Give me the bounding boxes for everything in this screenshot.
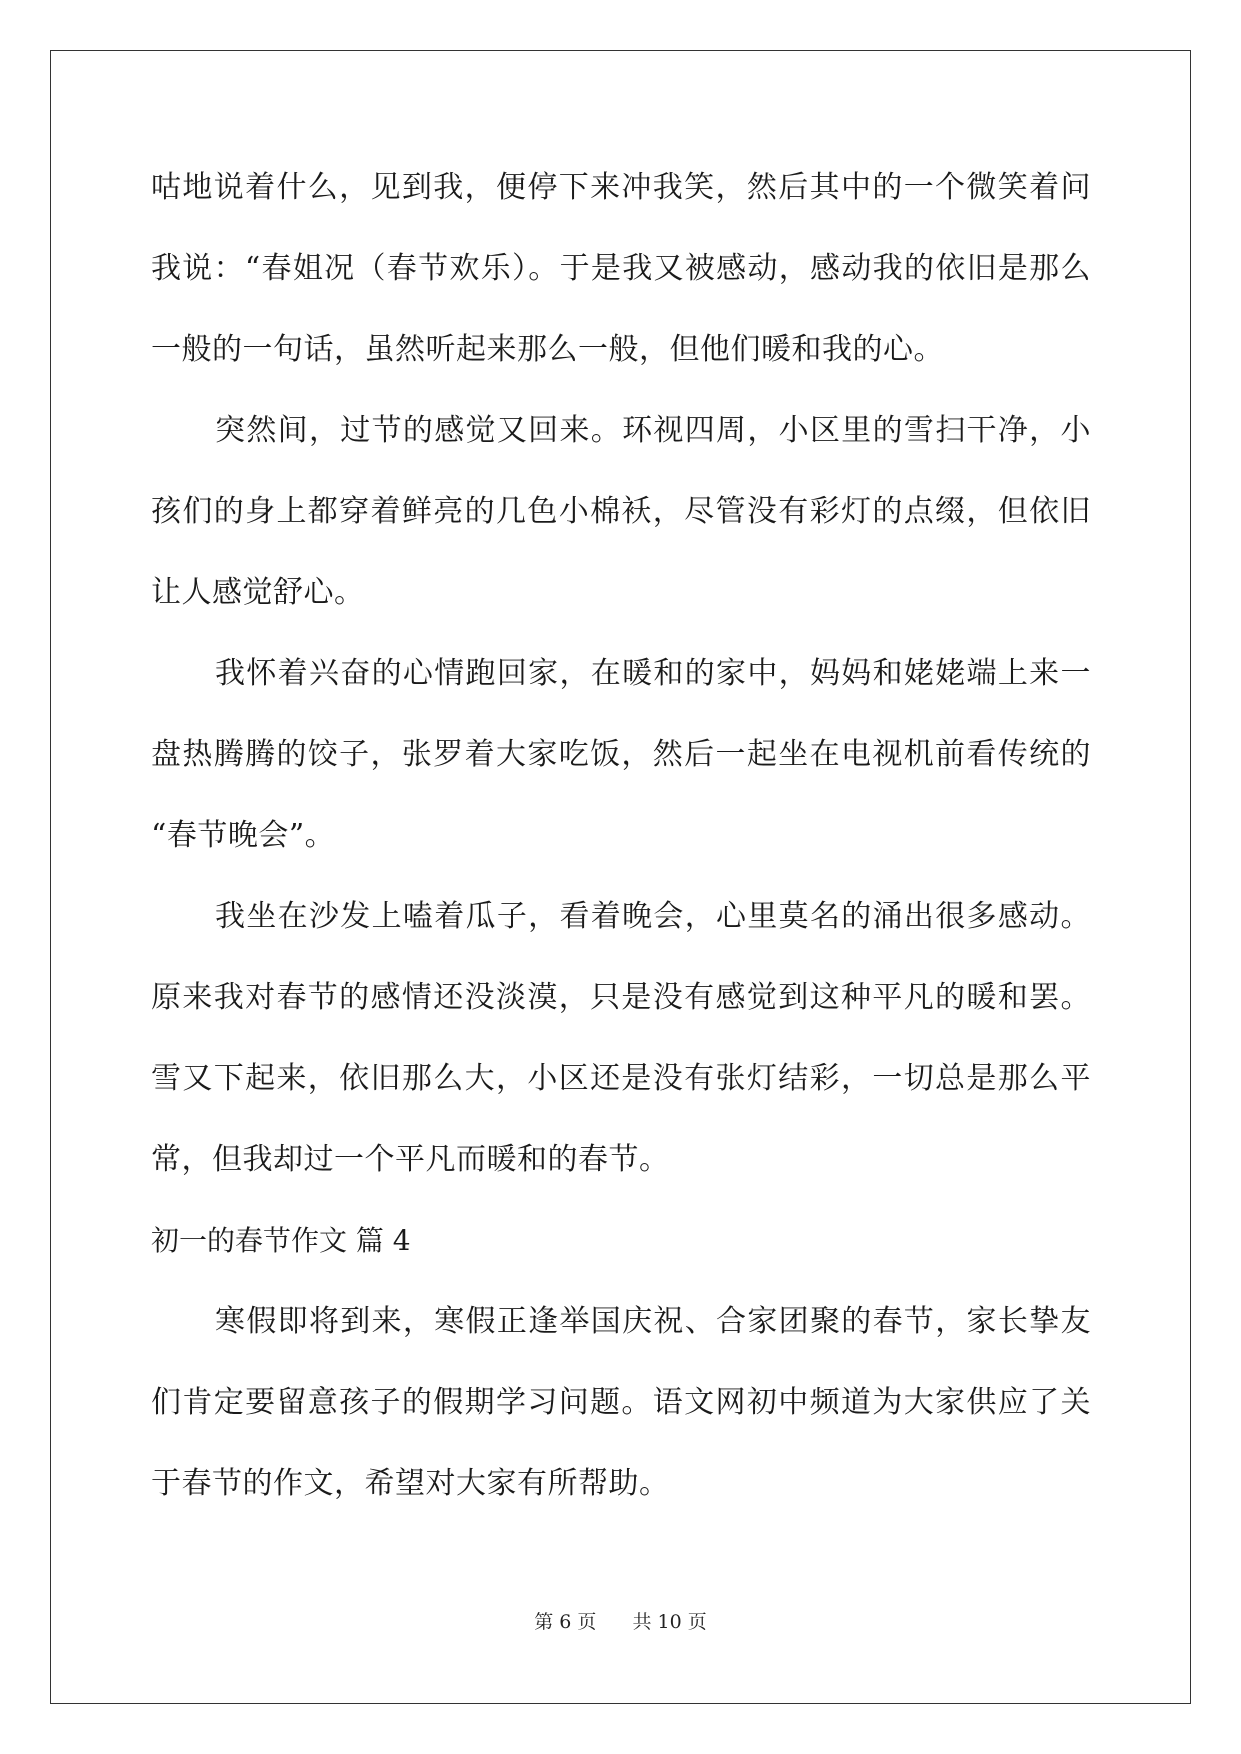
total-pages: 共 10 页 (632, 1611, 707, 1633)
paragraph-start-line: 寒假即将到来，寒假正逢举国庆祝、合家团聚的春节，家长挚友 (215, 1304, 1091, 1339)
document-body (151, 158, 1091, 1535)
text-line: 们肯定要留意孩子的假期学习问题。语文网初中频道为大家供应了关 (151, 1385, 1091, 1420)
text-line: 孩们的身上都穿着鲜亮的几色小棉袄，尽管没有彩灯的点缀，但依旧 (151, 494, 1091, 529)
section-heading: 初一的春节作文 篇 4 (151, 1224, 411, 1257)
text-line: 常，但我却过一个平凡而暖和的春节。 (151, 1142, 670, 1177)
text-line: 雪又下起来，依旧那么大，小区还是没有张灯结彩，一切总是那么平 (151, 1061, 1091, 1096)
page-footer (0, 1610, 1241, 1634)
text-line: 盘热腾腾的饺子，张罗着大家吃饭，然后一起坐在电视机前看传统的 (151, 737, 1091, 772)
text-line: 我说：“春姐况（春节欢乐）。于是我又被感动，感动我的依旧是那么 (151, 251, 1091, 286)
text-line: 一般的一句话，虽然听起来那么一般，但他们暖和我的心。 (151, 332, 944, 367)
text-line: 让人感觉舒心。 (151, 575, 365, 610)
text-line: 原来我对春节的感情还没淡漠，只是没有感觉到这种平凡的暖和罢。 (151, 980, 1091, 1015)
paragraph-start-line: 我怀着兴奋的心情跑回家，在暖和的家中，妈妈和姥姥端上来一 (215, 656, 1091, 691)
paragraph-start-line: 突然间，过节的感觉又回来。环视四周，小区里的雪扫干净，小 (215, 413, 1091, 448)
page-number: 第 6 页 (534, 1611, 597, 1633)
text-line: 咕地说着什么，见到我，便停下来冲我笑，然后其中的一个微笑着问 (151, 170, 1091, 205)
text-line: “春节晚会”。 (151, 818, 336, 853)
paragraph-start-line: 我坐在沙发上嗑着瓜子，看着晚会，心里莫名的涌出很多感动。 (215, 899, 1091, 934)
text-line: 于春节的作文，希望对大家有所帮助。 (151, 1466, 670, 1501)
